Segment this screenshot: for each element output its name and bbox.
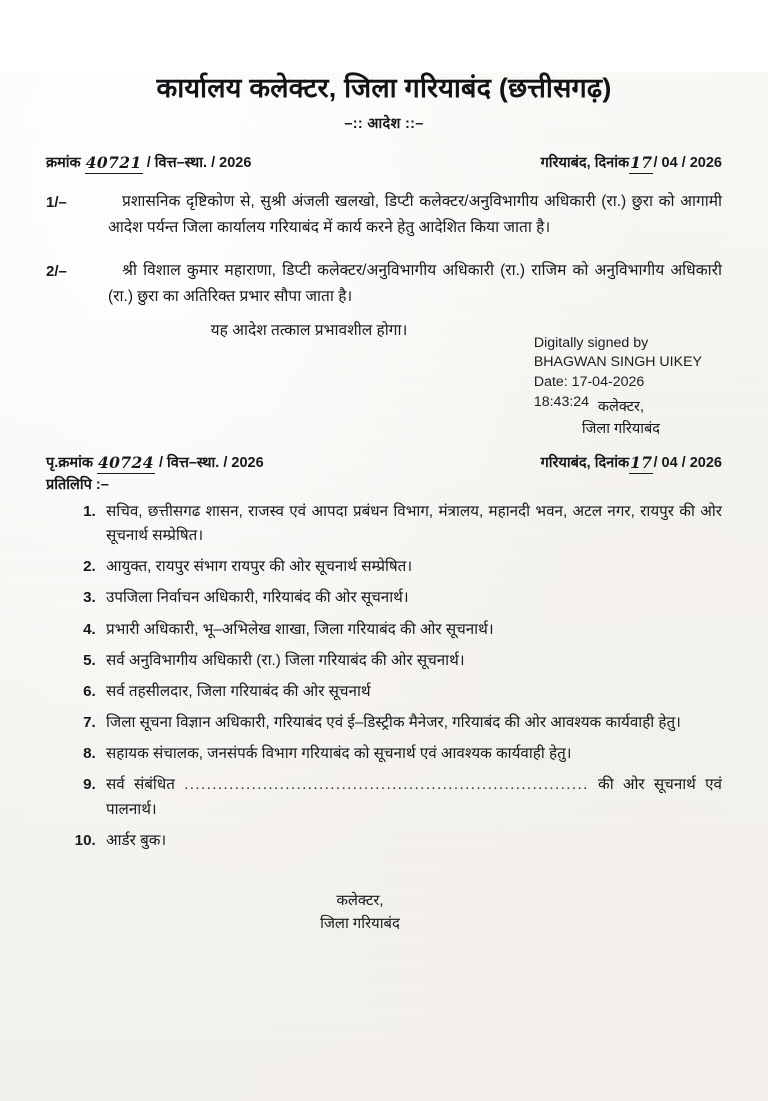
- reference-row-bottom: [46, 452, 722, 472]
- signature-district: जिला गरियाबंद: [581, 420, 660, 437]
- reference-department-bottom: / वित्त–स्था. / 2026: [158, 454, 264, 471]
- list-item: 8. सहायक संचालक, जनसंपर्क विभाग गरियाबंद को सूचनार्थ एवं आवश्यक कार्यवाही हेतु।: [100, 742, 722, 767]
- document-page: [0, 72, 768, 1101]
- reference-handwritten-number-bottom: 40724: [98, 452, 154, 472]
- paragraph-2-number: 2/–: [46, 263, 67, 281]
- list-item: 2. आयुक्त, रायपुर संभाग रायपुर की ओर सूचनार्थ सम्प्रेषित।: [100, 555, 722, 580]
- reference-place-top: गरियाबंद, दिनांक: [540, 155, 630, 172]
- reference-month-year-top: / 04 / 2026: [653, 155, 722, 172]
- document-subtitle: –:: आदेश ::–: [344, 116, 424, 133]
- signature-office: [582, 396, 660, 441]
- list-item: 6. सर्व तहसीलदार, जिला गरियाबंद की ओर सूचनार्थ: [100, 680, 722, 705]
- fill-blank-prefix: सर्व संबंधित: [106, 776, 175, 794]
- reference-number-top: [46, 152, 251, 172]
- list-item: 3. उपजिला निर्वाचन अधिकारी, गरियाबंद की ओर सूचनार्थ।: [100, 586, 722, 611]
- list-item: 7. जिला सूचना विज्ञान अधिकारी, गरियाबंद एवं ई–डिस्ट्रीक मैनेजर, गरियाबंद की ओर आवश्यक कार्यवाही हेतु।: [100, 711, 722, 736]
- paragraph-2-body: श्री विशाल कुमार महाराणा, डिप्टी कलेक्टर/अनुविभागीय अधिकारी (रा.) राजिम को अनुविभागीय अधिकारी (रा.) छुरा का अतिरिक्त प्रभार सौपा जाता है।: [108, 262, 722, 306]
- digital-signature-line-1: Digitally signed by: [533, 334, 649, 351]
- reference-handwritten-day-bottom: 17: [630, 452, 653, 472]
- paragraph-1-text: [108, 189, 722, 241]
- reference-date-bottom: [541, 452, 722, 472]
- reference-number-bottom: [46, 452, 264, 472]
- reference-row-top: [46, 152, 722, 172]
- list-item-fill-blank: [100, 773, 722, 822]
- paragraph-2-text: [108, 258, 722, 310]
- page-title: कार्यालय कलेक्टर, जिला गरियाबंद (छत्तीसगढ़): [156, 73, 612, 103]
- copy-list: [46, 500, 722, 854]
- paragraph-1-number: 1/–: [46, 194, 67, 212]
- reference-month-year-bottom: / 04 / 2026: [653, 454, 722, 471]
- paragraph-1-body: प्रशासनिक दृष्टिकोण से, सुश्री अंजली खलखो, डिप्टी कलेक्टर/अनुविभागीय अधिकारी (रा.) छुरा को आगामी आदेश पर्यन्त जिला कार्यालय गरियाबंद में कार्य करने हेतु आदेशित किया जाता है।: [108, 193, 722, 237]
- signature-block: [46, 334, 722, 452]
- order-paragraph-2: [46, 258, 722, 310]
- reference-prefix-bottom: पृ.क्रमांक: [46, 454, 93, 471]
- list-item: 4. प्रभारी अधिकारी, भू–अभिलेख शाखा, जिला गरियाबंद की ओर सूचनार्थ।: [100, 618, 722, 643]
- footer-signature: [46, 890, 722, 938]
- reference-handwritten-day-top: 17: [630, 153, 653, 173]
- fill-blank-dotted-line: ........................................................................: [184, 776, 589, 794]
- document-content: [0, 72, 768, 937]
- list-item: 10. आर्डर बुक।: [100, 829, 722, 854]
- reference-prefix-top: क्रमांक: [46, 155, 81, 172]
- list-item: 5. सर्व अनुविभागीय अधिकारी (रा.) जिला गरियाबंद की ओर सूचनार्थ।: [100, 649, 722, 674]
- reference-handwritten-number-top: 40721: [85, 153, 142, 173]
- effective-note: यह आदेश तत्काल प्रभावशील होगा।: [210, 321, 408, 339]
- order-paragraph-1: [46, 189, 722, 241]
- reference-department-top: / वित्त–स्था. / 2026: [146, 155, 252, 172]
- digital-signature-signer: BHAGWAN SINGH UIKEY: [533, 354, 702, 371]
- reference-date-top: [541, 152, 722, 172]
- digital-signature-time: 18:43:24: [533, 394, 590, 411]
- fill-blank-suffix: की ओर सूचनार्थ एवं पालनार्थ।: [106, 776, 722, 818]
- reference-place-bottom: गरियाबंद, दिनांक: [540, 454, 630, 471]
- signature-designation: कलेक्टर,: [597, 398, 644, 415]
- footer-signature-designation: कलेक्टर,: [336, 892, 384, 909]
- digital-signature-date: Date: 17-04-2026: [533, 374, 645, 391]
- footer-signature-district: जिला गरियाबंद: [320, 916, 400, 933]
- list-item: 1. सचिव, छत्तीसगढ शासन, राजस्व एवं आपदा प्रबंधन विभाग, मंत्रालय, महानदी भवन, अटल नगर, रायपुर की ओर सूचनार्थ सम्प्रेषित।: [100, 500, 722, 549]
- copy-list-label: प्रतिलिपि :–: [46, 476, 109, 493]
